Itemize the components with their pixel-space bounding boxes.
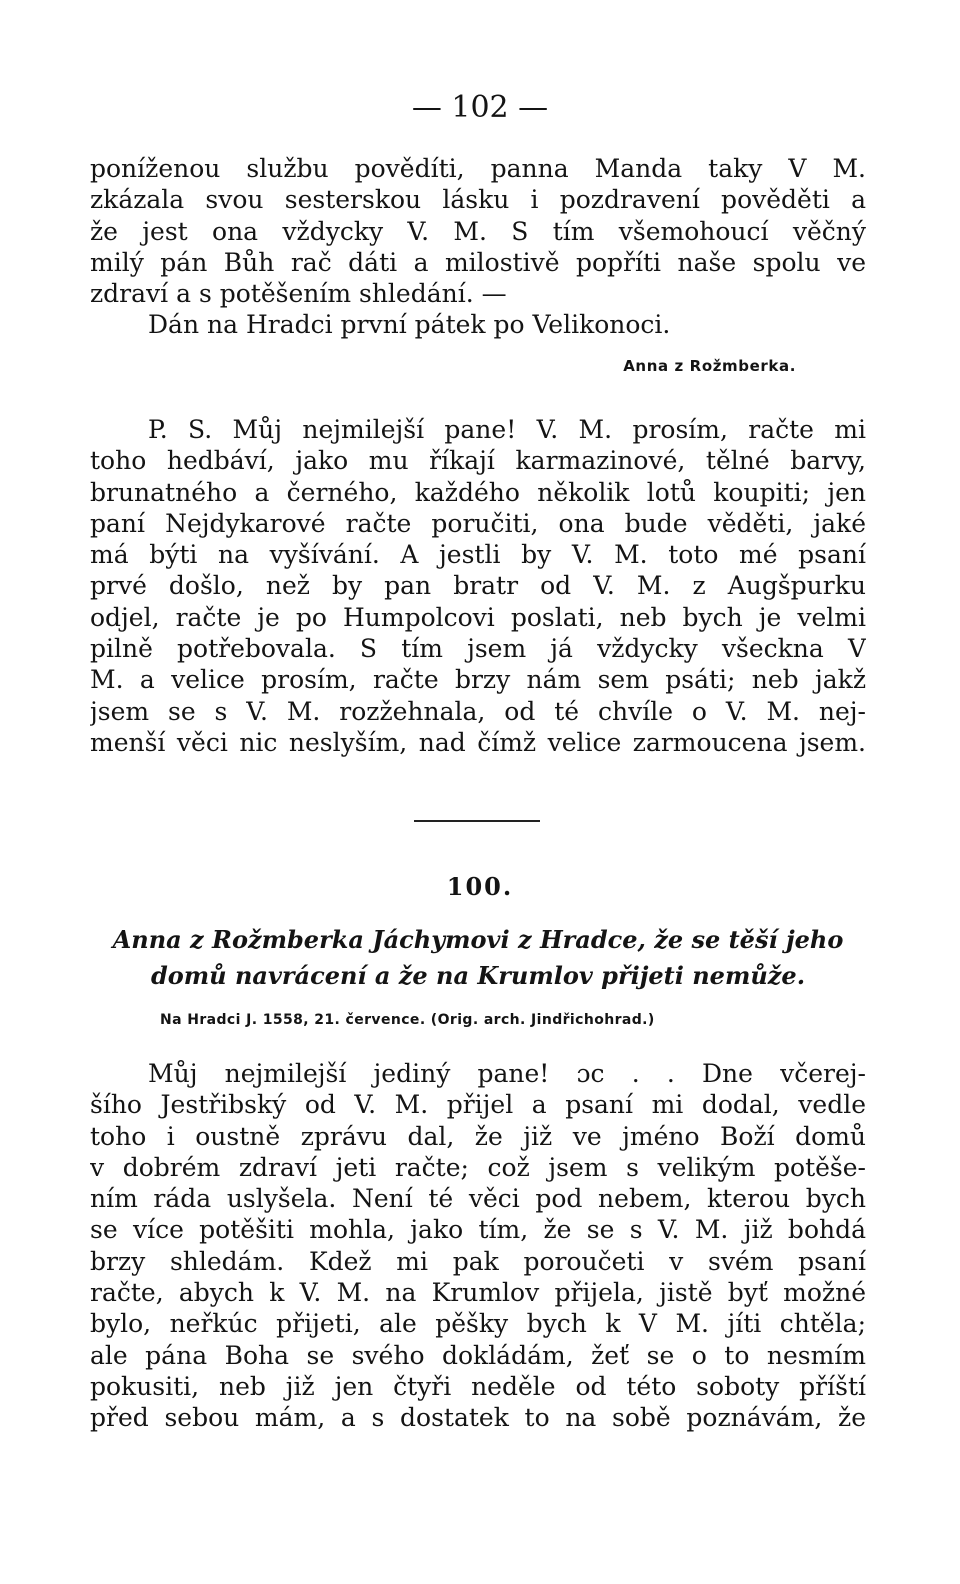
letter-body: [90, 1058, 866, 1434]
page-number: — 102 —: [411, 90, 549, 125]
letter-number: 100.: [446, 872, 514, 901]
text-line: M. a velice prosím, račte brzy nám sem psáti; neb jakž: [90, 665, 866, 695]
text-line: pokusiti, neb již jen čtyři neděle od této soboty příští: [90, 1371, 866, 1401]
text-line: že jest ona vždycky V. M. S tím všemohoucí věčný: [90, 216, 866, 246]
text-line: bylo, neřkúc přijeti, ale pěšky bych k V M. jíti chtěla;: [90, 1309, 866, 1339]
letter-continuation: [90, 153, 866, 341]
text-line: šího Jestřibský od V. M. přijel a psaní mi dodal, vedle: [90, 1090, 866, 1120]
text-line: poníženou službu povědíti, panna Manda taky V M.: [90, 154, 866, 183]
text-line: menší věci nic neslyším, nad čímž velice zarmoucena jsem.: [90, 727, 866, 757]
text-line: paní Nejdykarové račte poručiti, ona bude věděti, jaké: [90, 508, 866, 538]
text-line: před sebou mám, a s dostatek to na sobě poznávám, že: [90, 1403, 866, 1433]
text-line: račte, abych k V. M. na Krumlov přijela, jistě byť možné: [90, 1278, 866, 1308]
text-line: Můj nejmilejší jediný pane! ɔc . . Dne včerej-: [148, 1059, 866, 1088]
postscript: [90, 414, 866, 758]
signature: Anna z Rožmberka.: [623, 357, 796, 375]
text-line: toho hedbáví, jako mu říkají karmazinové, tělné barvy,: [90, 446, 866, 476]
text-line: má býti na vyšívání. A jestli by V. M. toto mé psaní: [90, 540, 866, 570]
text-line: jsem se s V. M. rozžehnala, od té chvíle o V. M. nej-: [90, 696, 866, 726]
letter-heading: [90, 922, 866, 994]
text-line: odjel, račte je po Humpolcovi poslati, neb bych je velmi: [90, 602, 866, 632]
section-divider: [414, 820, 540, 822]
heading-line: domů navrácení a že na Krumlov přijeti nemůže.: [150, 961, 806, 990]
text-line: se více potěšiti mohla, jako tím, že se s V. M. již bohdá: [90, 1215, 866, 1245]
heading-line: Anna z Rožmberka Jáchymovi z Hradce, že se těší jeho: [112, 925, 844, 954]
text-line: ale pána Boha se svého dokládám, žeť se o to nesmím: [90, 1340, 866, 1370]
source-line: Na Hradci J. 1558, 21. července. (Orig. arch. Jindřichohrad.): [160, 1012, 655, 1028]
text-line: milý pán Bůh rač dáti a milostivě popříti naše spolu ve: [90, 247, 866, 277]
text-line: v dobrém zdraví jeti račte; což jsem s velikým potěše-: [90, 1152, 866, 1182]
text-line: brzy shledám. Kdež mi pak poroučeti v svém psaní: [90, 1246, 866, 1276]
text-line: P. S. Můj nejmilejší pane! V. M. prosím, račte mi: [148, 415, 866, 444]
text-line: prvé došlo, než by pan bratr od V. M. z Augšpurku: [90, 571, 866, 601]
text-line: zdraví a s potěšením shledání. —: [90, 279, 507, 309]
dateline: Dán na Hradci první pátek po Velikonoci.: [148, 310, 671, 340]
text-line: toho i oustně zprávu dal, že již ve jméno Boží domů: [90, 1121, 866, 1151]
text-line: pilně potřebovala. S tím jsem já vždycky všeckna V: [90, 634, 866, 664]
text-line: brunatného a černého, každého několik lotů koupiti; jen: [90, 477, 866, 507]
text-line: ním ráda uslyšela. Není té věci pod nebem, kterou bych: [90, 1184, 866, 1214]
text-line: zkázala svou sesterskou lásku i pozdravení pověděti a: [90, 185, 866, 215]
